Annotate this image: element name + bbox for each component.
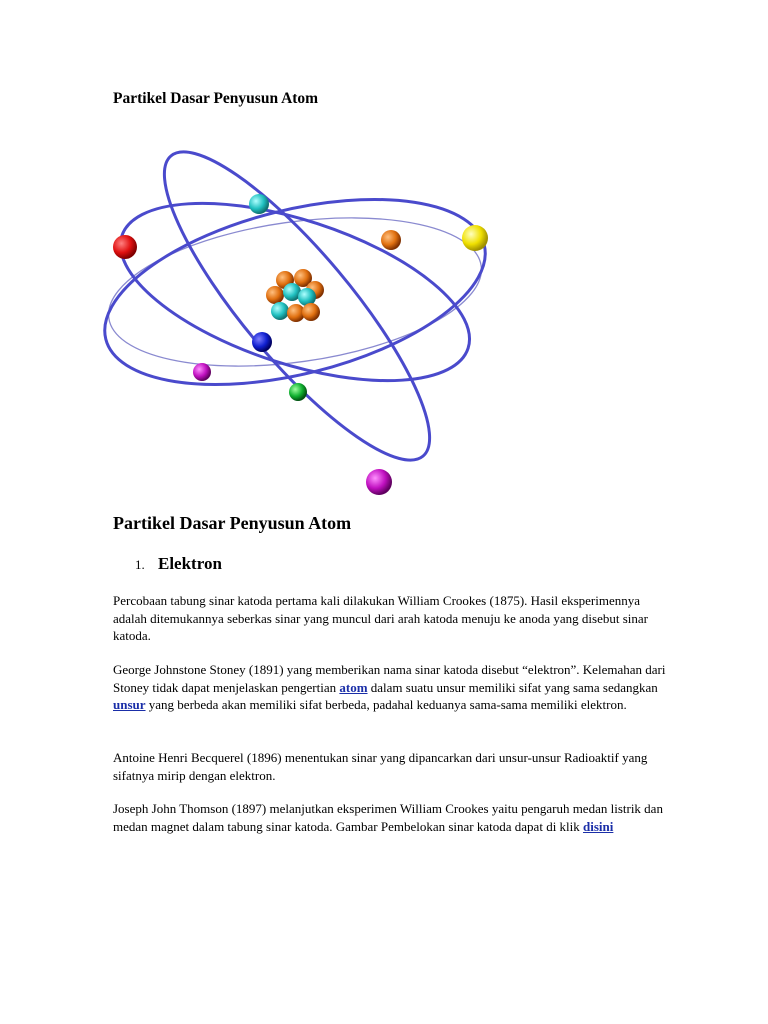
paragraph-text: Joseph John Thomson (1897) melanjutkan eksperimen William Crookes yaitu pengaruh medan listrik dan medan magnet dalam tabung sinar katoda. Gambar Pembelokan sinar katoda dapat di klik xyxy=(113,801,663,834)
electron-magenta xyxy=(193,363,211,381)
paragraph-text: George Johnstone Stoney (1891) yang memberikan nama sinar katoda disebut “elektron”. Kelemahan dari Stoney tidak dapat menjelaskan pengertian xyxy=(113,662,666,695)
paragraph-crookes: Percobaan tabung sinar katoda pertama kali dilakukan William Crookes (1875). Hasil eksperimennya adalah ditemukannya seberkas sinar yang muncul dari arah katoda menuju ke anoda yang disebut sinar katoda. xyxy=(113,593,648,643)
document-title: Partikel Dasar Penyusun Atom xyxy=(113,90,319,107)
paragraph-thomson xyxy=(113,800,673,835)
paragraph-text: dalam suatu unsur memiliki sifat yang sama sedangkan xyxy=(367,679,658,695)
electron-yellow xyxy=(462,225,488,251)
electron-orange xyxy=(381,230,401,250)
disini-link[interactable]: disini xyxy=(583,818,614,834)
paragraph-becquerel: Antoine Henri Becquerel (1896) menentukan sinar yang dipancarkan dari unsur-unsur Radioaktif yang sifatnya mirip dengan elektron. xyxy=(113,750,648,783)
unsur-link[interactable]: unsur xyxy=(113,697,146,712)
nucleus xyxy=(266,269,324,322)
electron-green xyxy=(289,383,307,401)
electron-purple xyxy=(366,469,392,495)
atom-link[interactable]: atom xyxy=(339,679,368,695)
electron-cyan xyxy=(249,194,269,214)
list-number: 1. xyxy=(135,557,145,572)
electron-red xyxy=(113,235,137,259)
electron-blue xyxy=(252,332,272,352)
paragraph-text: yang berbeda akan memiliki sifat berbeda, padahal keduanya sama-sama memiliki elektron. xyxy=(145,697,627,712)
section-heading: Partikel Dasar Penyusun Atom xyxy=(113,513,352,533)
paragraph-stoney xyxy=(113,661,673,714)
list-item-elektron xyxy=(135,554,222,574)
list-label: Elektron xyxy=(158,554,222,573)
atom-diagram-image xyxy=(100,120,520,505)
